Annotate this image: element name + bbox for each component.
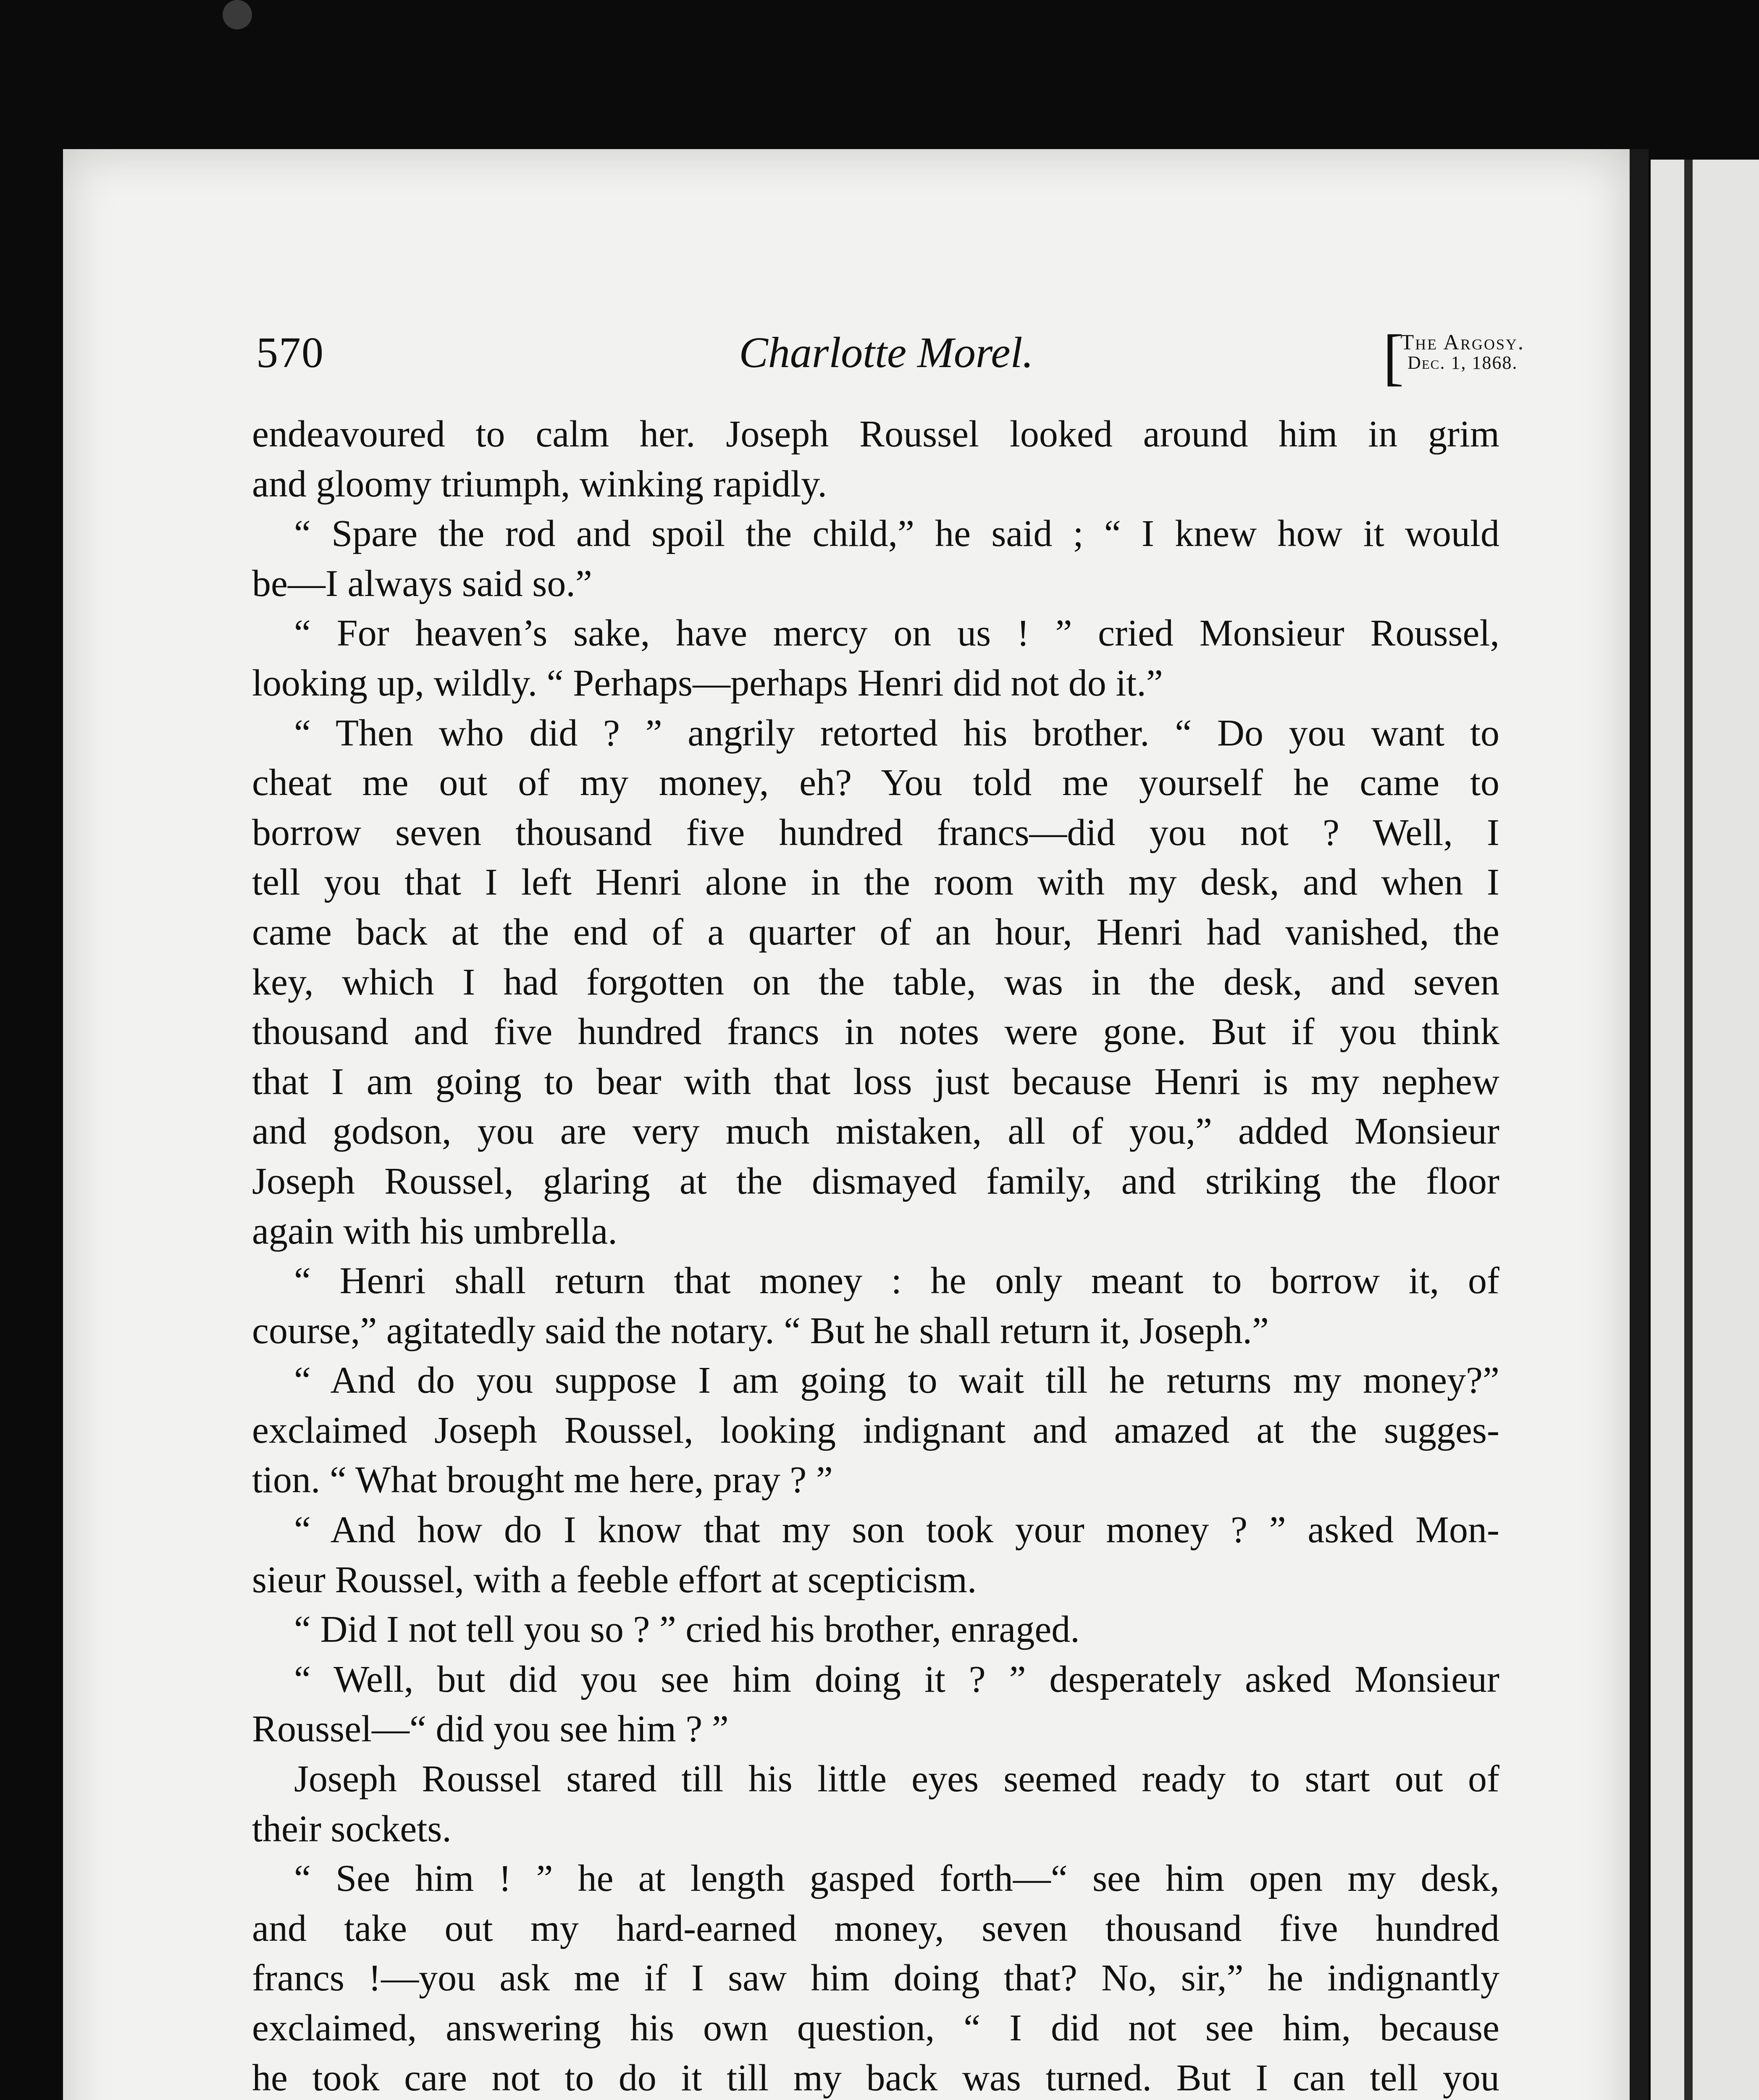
text-line: “ Then who did ? ” angrily retorted his brother. “ Do you want to bbox=[294, 712, 1499, 754]
text-line: course,” agitatedly said the notary. “ But he shall return it, Joseph.” bbox=[252, 1310, 1269, 1352]
text-line: Roussel—“ did you see him ? ” bbox=[252, 1708, 729, 1750]
text-line: he took care not to do it till my back was turned. But I can tell you bbox=[252, 2057, 1499, 2099]
text-line: Joseph Roussel stared till his little eyes seemed ready to start out of bbox=[294, 1758, 1499, 1800]
text-line: their sockets. bbox=[252, 1808, 452, 1850]
issue-date: Dec. 1, 1868. bbox=[1407, 352, 1518, 373]
text-line: looking up, wildly. “ Perhaps—perhaps Henri did not do it.” bbox=[252, 662, 1163, 704]
text-line: “ And do you suppose I am going to wait till he returns my money?” bbox=[294, 1360, 1499, 1402]
scan-artifact-dot bbox=[223, 0, 252, 29]
text-line: and godson, you are very much mistaken, all of you,” added Monsieur bbox=[252, 1110, 1499, 1152]
text-line: tion. “ What brought me here, pray ? ” bbox=[252, 1459, 833, 1501]
body-text bbox=[252, 410, 1499, 2100]
text-line: and gloomy triumph, winking rapidly. bbox=[252, 463, 827, 505]
page-number: 570 bbox=[256, 328, 324, 377]
text-line: thousand and five hundred francs in notes were gone. But if you think bbox=[252, 1011, 1499, 1053]
text-line: “ Well, but did you see him doing it ? ” desperately asked Monsieur bbox=[294, 1658, 1499, 1700]
text-line: borrow seven thousand five hundred francs—did you not ? Well, I bbox=[252, 811, 1499, 853]
text-line: came back at the end of a quarter of an hour, Henri had vanished, the bbox=[252, 911, 1499, 953]
issue-info bbox=[1383, 322, 1525, 392]
text-line: “ Spare the rod and spoil the child,” he said ; “ I knew how it would bbox=[294, 513, 1499, 555]
text-line: sieur Roussel, with a feeble effort at scepticism. bbox=[252, 1559, 977, 1601]
text-line: that I am going to bear with that loss just because Henri is my nephew bbox=[252, 1060, 1499, 1102]
text-line: exclaimed Joseph Roussel, looking indignant and amazed at the sugges- bbox=[252, 1409, 1499, 1451]
text-line: tell you that I left Henri alone in the room with my desk, and when I bbox=[252, 861, 1499, 903]
text-line: francs !—you ask me if I saw him doing that? No, sir,” he indignantly bbox=[252, 1957, 1499, 1999]
text-line: “ Henri shall return that money : he only meant to borrow it, of bbox=[294, 1260, 1499, 1302]
text-line: Joseph Roussel, glaring at the dismayed family, and striking the floor bbox=[252, 1160, 1499, 1202]
page-header bbox=[256, 322, 1525, 392]
text-line: “ And how do I know that my son took your money ? ” asked Mon- bbox=[294, 1509, 1499, 1551]
adjacent-page-edge bbox=[1651, 160, 1759, 2100]
issue-title: The Argosy. bbox=[1400, 331, 1525, 354]
text-line: key, which I had forgotten on the table, was in the desk, and seven bbox=[252, 961, 1499, 1003]
adjacent-page-gutter bbox=[1684, 160, 1693, 2100]
running-title: Charlotte Morel. bbox=[739, 328, 1034, 377]
page-spine-shadow bbox=[1630, 149, 1649, 2100]
text-line: be—I always said so.” bbox=[252, 562, 592, 604]
text-line: endeavoured to calm her. Joseph Roussel looked around him in grim bbox=[252, 413, 1499, 455]
text-line: “ Did I not tell you so ? ” cried his brother, enraged. bbox=[294, 1609, 1080, 1651]
issue-bracket-glyph: [ bbox=[1383, 322, 1404, 392]
text-line: “ See him ! ” he at length gasped forth—“ see him open my desk, bbox=[294, 1858, 1499, 1900]
text-line: cheat me out of my money, eh? You told me yourself he came to bbox=[252, 762, 1499, 804]
text-line: again with his umbrella. bbox=[252, 1210, 617, 1252]
text-line: and take out my hard-earned money, seven thousand five hundred bbox=[252, 1907, 1499, 1949]
text-line: “ For heaven’s sake, have mercy on us ! ” cried Monsieur Roussel, bbox=[294, 612, 1499, 654]
text-line: exclaimed, answering his own question, “ I did not see him, because bbox=[252, 2007, 1499, 2049]
